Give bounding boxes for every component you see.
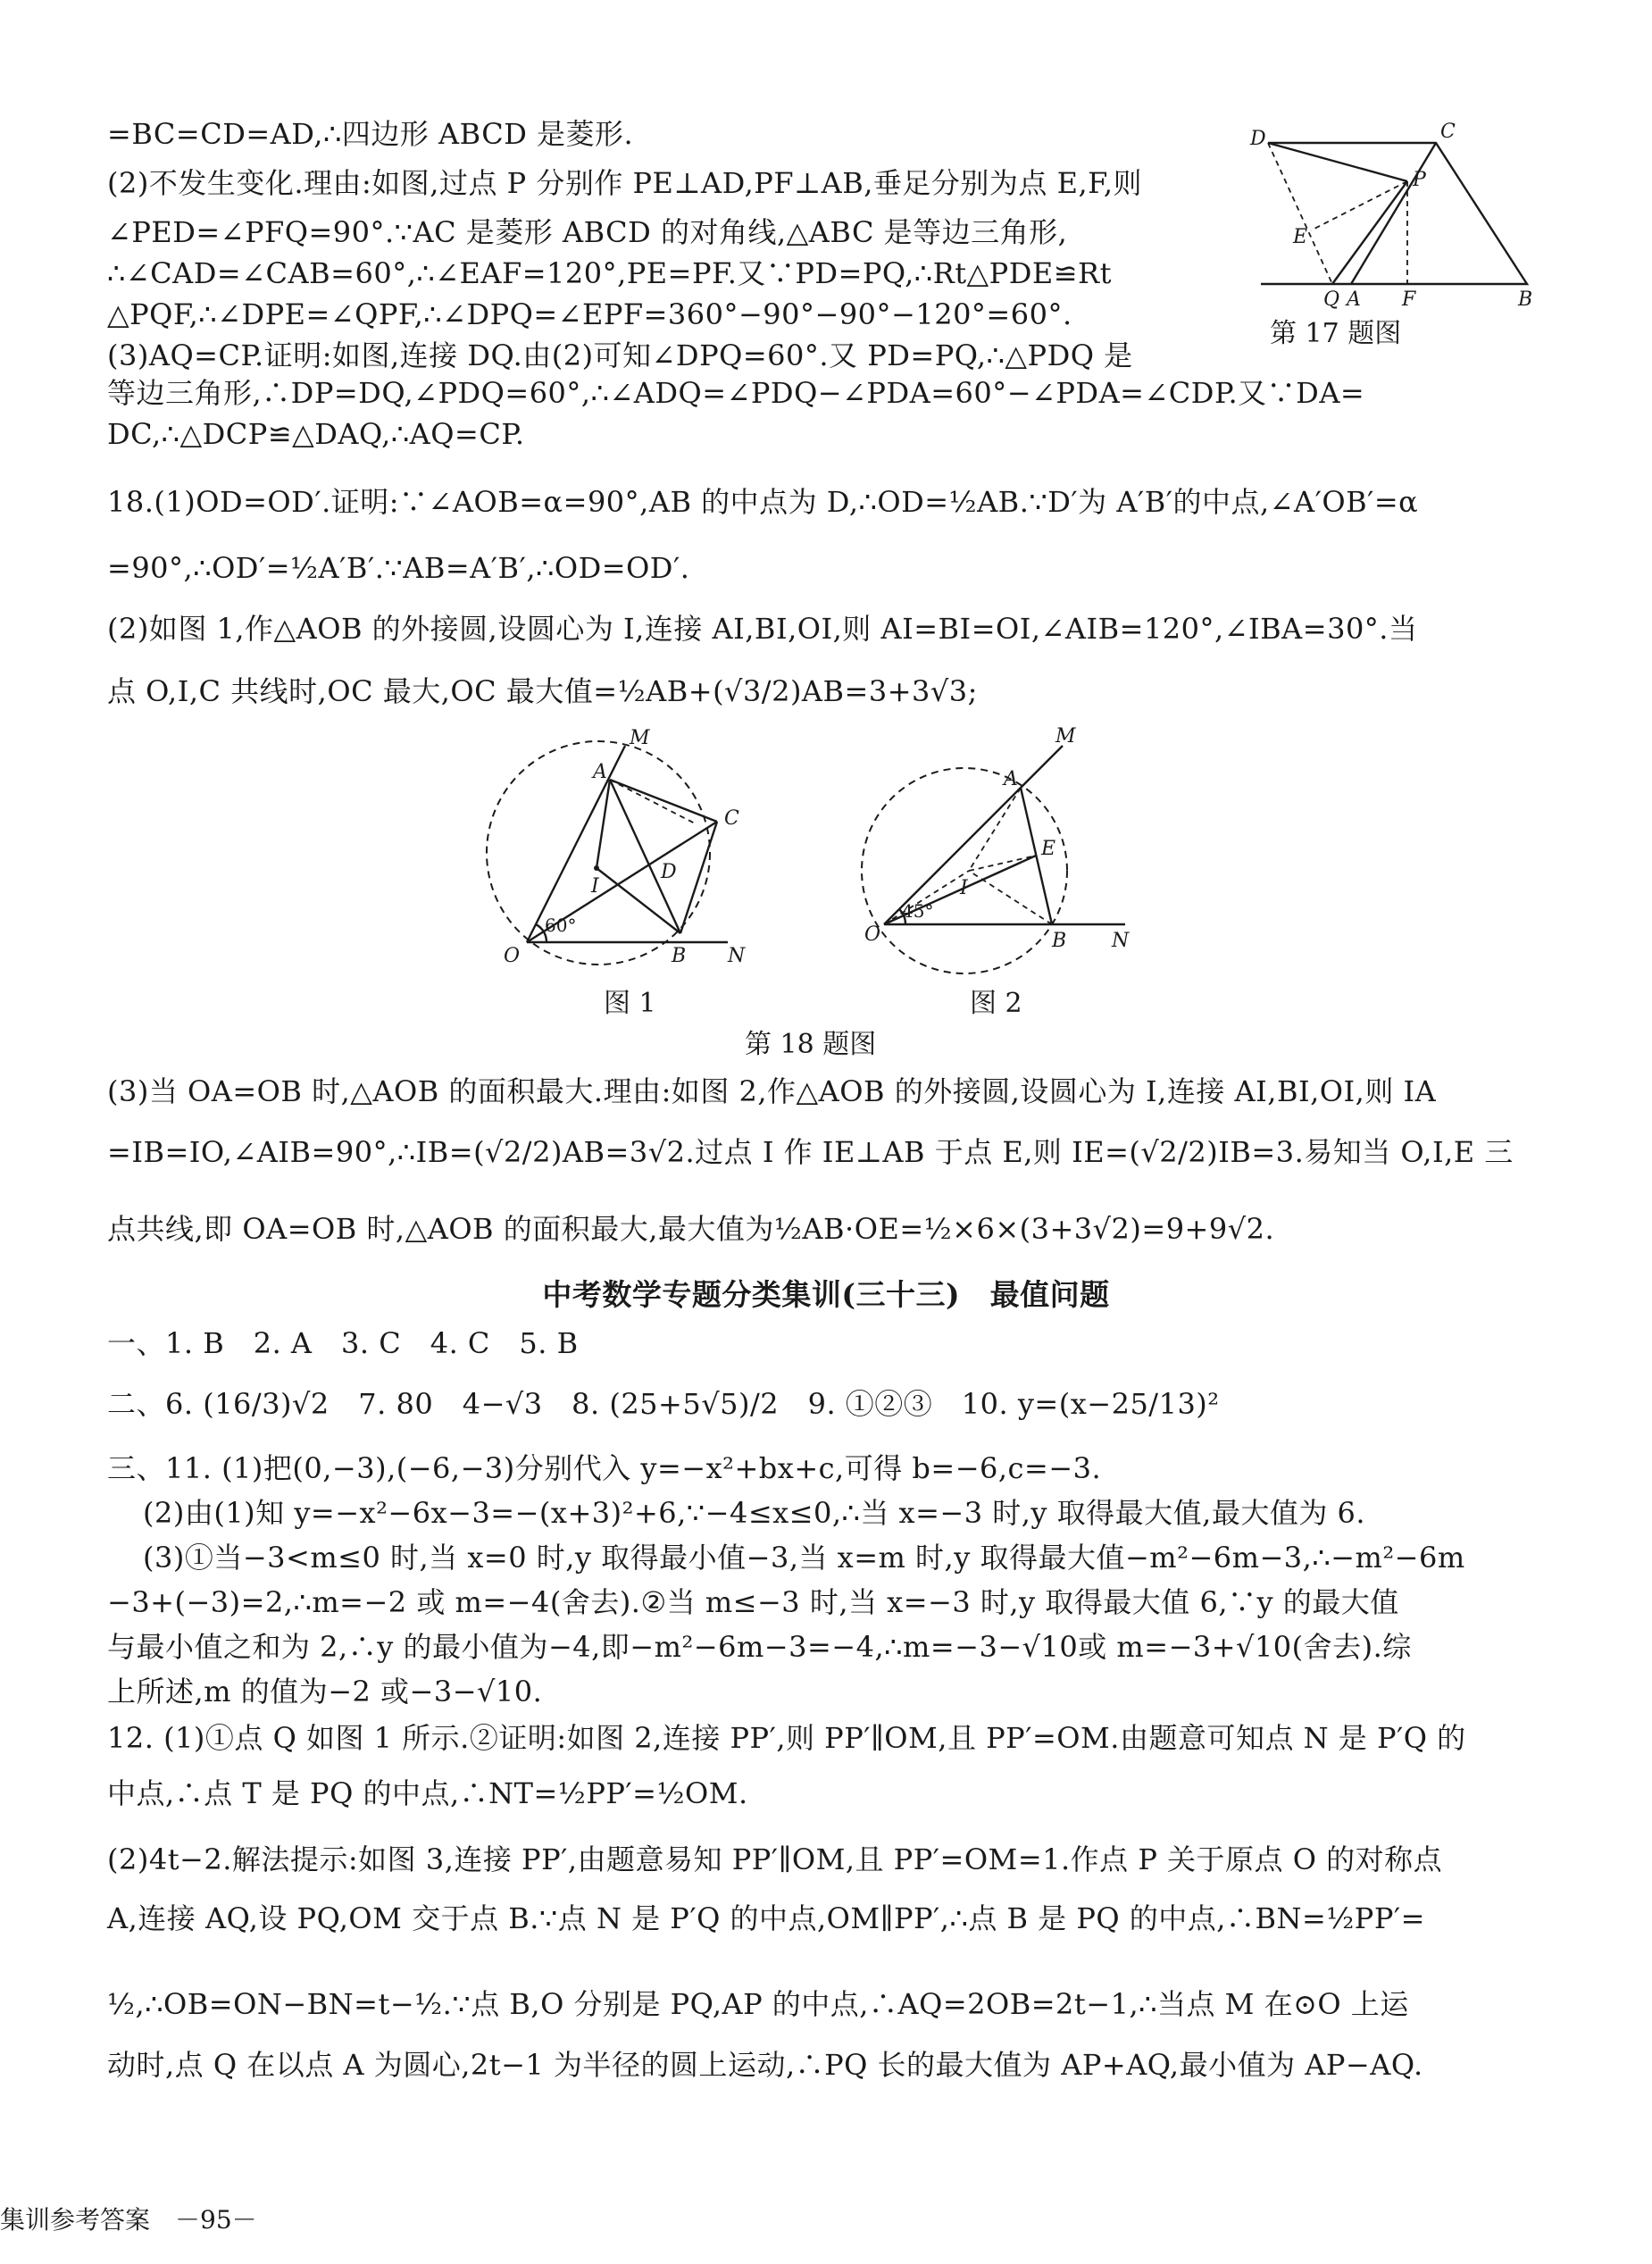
label-q: Q: [1323, 288, 1340, 311]
label-m: M: [1055, 725, 1076, 748]
answer-line: 等边三角形,∴DP=DQ,∠PDQ=60°,∴∠ADQ=∠PDQ−∠PDA=60°−∠PDA=∠CDP.又∵DA=: [107, 376, 1365, 410]
ray-om: [884, 746, 1063, 924]
segment-ad: [610, 780, 697, 824]
circumcircle: [862, 768, 1067, 973]
answer-line: 动时,点 Q 在以点 A 为圆心,2t−1 为半径的圆上运动,∴PQ 长的最大值为 AP+AQ,最小值为 AP−AQ.: [107, 2048, 1423, 2082]
answer-line: =90°,∴OD′=½A′B′.∵AB=A′B′,∴OD=OD′.: [107, 551, 690, 585]
segment-ai: [969, 788, 1021, 871]
figure-18-2: [857, 725, 1152, 978]
section-title: 中考数学专题分类集训(三十三) 最值问题: [542, 1277, 1110, 1312]
answer-line: △PQF,∴∠DPE=∠QPF,∴∠DPQ=∠EPF=360°−90°−90°−120°=60°.: [107, 297, 1072, 331]
answer-line: 点 O,I,C 共线时,OC 最大,OC 最大值=½AB+(√3/2)AB=3+3√3;: [107, 674, 978, 708]
label-m: M: [630, 727, 650, 749]
label-b: B: [1518, 288, 1533, 311]
answer-line: 点共线,即 OA=OB 时,△AOB 的面积最大,最大值为½AB·OE=½×6×(3+3√2)=9+9√2.: [107, 1212, 1275, 1246]
answer-line: 二、6. (16/3)√2 7. 80 4−√3 8. (25+5√5)/2 9. ①②③ 10. y=(x−25/13)²: [107, 1387, 1220, 1421]
label-p: P: [1413, 169, 1426, 191]
segment-ai: [597, 780, 610, 868]
answer-line: −3+(−3)=2,∴m=−2 或 m=−4(舍去).②当 m≤−3 时,当 x=−3 时,y 取得最大值 6,∵y 的最大值: [107, 1585, 1399, 1619]
label-a: A: [1004, 768, 1018, 790]
label-f: F: [1402, 288, 1416, 311]
answer-line: =IB=IO,∠AIB=90°,∴IB=(√2/2)AB=3√2.过点 I 作 IE⊥AB 于点 E,则 IE=(√2/2)IB=3.易知当 O,I,E 三: [107, 1135, 1514, 1169]
label-c: C: [724, 807, 739, 830]
figure-17-caption: 第 17 题图: [1270, 318, 1402, 349]
label-o: O: [504, 945, 521, 967]
label-i: I: [960, 877, 968, 899]
answer-line: (2)4t−2.解法提示:如图 3,连接 PP′,由题意易知 PP′∥OM,且 PP′=OM=1.作点 P 关于原点 O 的对称点: [107, 1842, 1443, 1876]
label-d: D: [661, 861, 677, 883]
figure-18-1-caption: 图 1: [604, 988, 656, 1019]
label-e: E: [1041, 838, 1056, 860]
figure-17: [1250, 116, 1536, 311]
label-e: E: [1293, 226, 1308, 248]
label-b: B: [672, 945, 687, 967]
answer-line: =BC=CD=AD,∴四边形 ABCD 是菱形.: [107, 117, 634, 151]
answer-line: 上所述,m 的值为−2 或−3−√10.: [107, 1675, 543, 1708]
label-n: N: [728, 945, 746, 967]
answer-line: (3)当 OA=OB 时,△AOB 的面积最大.理由:如图 2,作△AOB 的外接圆,设圆心为 I,连接 AI,BI,OI,则 IA: [107, 1074, 1437, 1108]
answer-line: 12. (1)①点 Q 如图 1 所示.②证明:如图 2,连接 PP′,则 PP′∥OM,且 PP′=OM.由题意可知点 N 是 P′Q 的: [107, 1721, 1466, 1755]
label-b: B: [1052, 930, 1067, 952]
answer-line: DC,∴△DCP≌△DAQ,∴AQ=CP.: [107, 417, 525, 451]
segment-pe: [1311, 181, 1407, 230]
label-n: N: [1112, 930, 1130, 952]
ray-om: [527, 746, 625, 942]
diagonal-ac: [1351, 143, 1436, 284]
figure-18-1: [482, 728, 777, 978]
answer-line: A,连接 AQ,设 PQ,OM 交于点 B.∵点 N 是 P′Q 的中点,OM∥PP′,∴点 B 是 PQ 的中点,∴BN=½PP′=: [107, 1901, 1425, 1935]
answer-line: ½,∴OB=ON−BN=t−½.∵点 B,O 分别是 PQ,AP 的中点,∴AQ=2OB=2t−1,∴当点 M 在⊙O 上运: [107, 1987, 1409, 2021]
label-c: C: [1440, 121, 1456, 143]
answer-line: (2)不发生变化.理由:如图,过点 P 分别作 PE⊥AD,PF⊥AB,垂足分别为点 E,F,则: [107, 166, 1143, 200]
answer-line: (3)①当−3<m≤0 时,当 x=0 时,y 取得最小值−3,当 x=m 时,y 取得最大值−m²−6m−3,∴−m²−6m: [143, 1541, 1465, 1575]
center-i: [594, 865, 599, 871]
answer-line: 三、11. (1)把(0,−3),(−6,−3)分别代入 y=−x²+bx+c,可得 b=−6,c=−3.: [107, 1451, 1102, 1485]
segment-pq: [1332, 181, 1407, 284]
answer-line: (2)如图 1,作△AOB 的外接圆,设圆心为 I,连接 AI,BI,OI,则 AI=BI=OI,∠AIB=120°,∠IBA=30°.当: [107, 612, 1418, 646]
answer-line: ∴∠CAD=∠CAB=60°,∴∠EAF=120°,PE=PF.又∵PD=PQ,∴Rt△PDE≌Rt: [107, 256, 1112, 290]
figure-18-caption: 第 18 题图: [745, 1029, 877, 1060]
answer-line: 18.(1)OD=OD′.证明:∵∠AOB=α=90°,AB 的中点为 D,∴OD=½AB.∵D′为 A′B′的中点,∠A′OB′=α: [107, 485, 1419, 519]
answer-line: ∠PED=∠PFQ=90°.∵AC 是菱形 ABCD 的对角线,△ABC 是等边三角形,: [107, 215, 1068, 249]
segment-dp: [1268, 143, 1407, 181]
label-d: D: [1250, 128, 1266, 150]
segment-dq: [1268, 143, 1332, 284]
answer-line: (2)由(1)知 y=−x²−6x−3=−(x+3)²+6,∵−4≤x≤0,∴当 x=−3 时,y 取得最大值,最大值为 6.: [143, 1496, 1366, 1530]
figure-18-2-caption: 图 2: [970, 988, 1022, 1019]
page-footer: 集训参考答案 －95－: [0, 2205, 257, 2235]
answer-line: 与最小值之和为 2,∴y 的最小值为−4,即−m²−6m−3=−4,∴m=−3−√10或 m=−3+√10(舍去).综: [107, 1630, 1412, 1664]
segment-cb: [680, 822, 717, 933]
answer-line: 一、1. B 2. A 3. C 4. C 5. B: [107, 1326, 579, 1360]
label-a: A: [1347, 288, 1361, 311]
answer-line: (3)AQ=CP.证明:如图,连接 DQ.由(2)可知∠DPQ=60°.又 PD=PQ,∴△PDQ 是: [107, 338, 1133, 372]
label-o: O: [864, 923, 881, 946]
label-i: I: [591, 875, 599, 898]
segment-ie: [969, 856, 1036, 871]
segment-bi: [969, 871, 1052, 924]
angle-label: 45°: [902, 900, 934, 922]
label-a: A: [593, 761, 607, 783]
angle-label: 60°: [545, 915, 577, 936]
answer-line: 中点,∴点 T 是 PQ 的中点,∴NT=½PP′=½OM.: [107, 1776, 748, 1810]
